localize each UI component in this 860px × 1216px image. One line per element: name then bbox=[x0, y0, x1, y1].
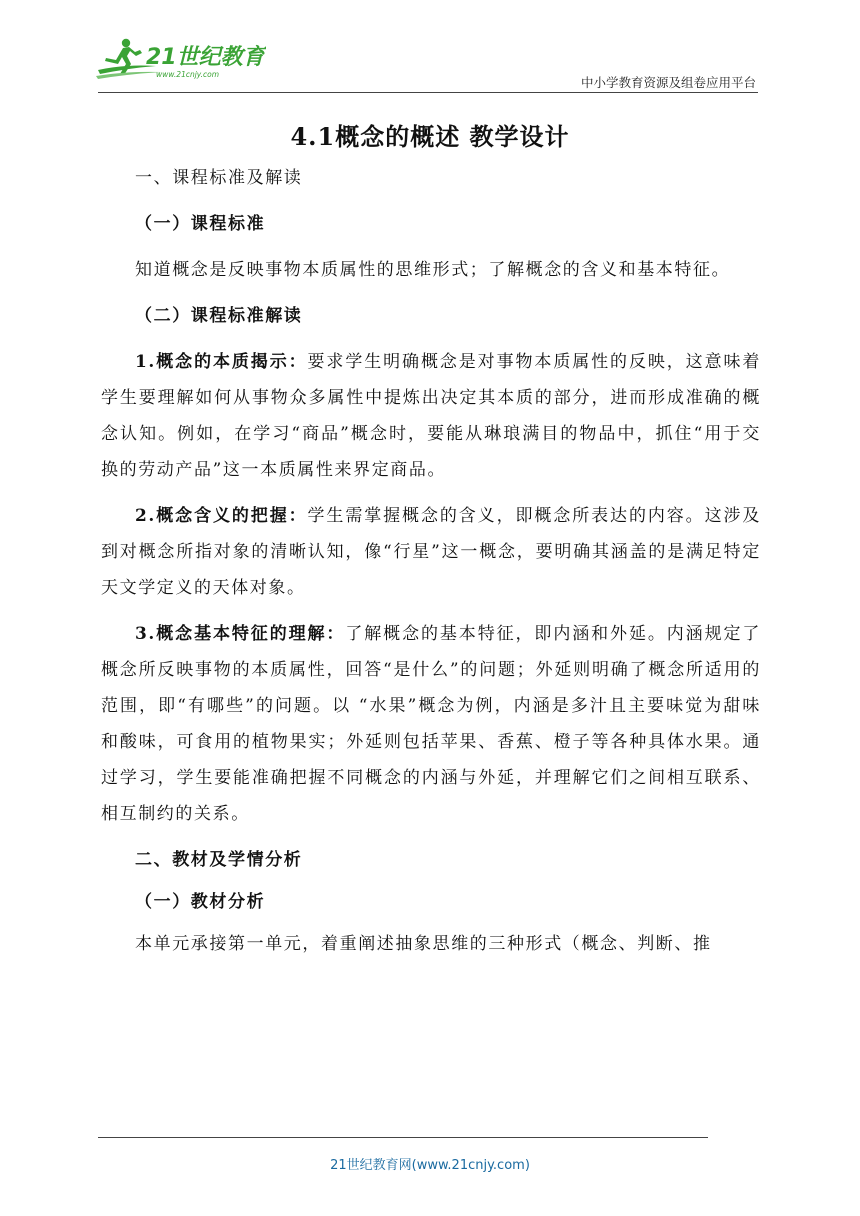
subsection-course-standard: （一）课程标准 bbox=[135, 214, 266, 234]
logo-url: www.21cnjy.com bbox=[156, 70, 220, 79]
site-logo[interactable] bbox=[96, 36, 266, 82]
header-divider bbox=[98, 92, 758, 93]
runner-logo-icon bbox=[96, 36, 266, 82]
subsection-material-analysis: （一）教材分析 bbox=[135, 892, 266, 912]
document-body bbox=[101, 160, 761, 962]
point-1-paragraph bbox=[101, 344, 761, 488]
point-1-text: 要求学生明确概念是对事物本质属性的反映，这意味着学生要理解如何从事物众多属性中提炼出决定其本质的部分，进而形成准确的概念认知。例如，在学习“商品”概念时，要能从琳琅满目的物品中，抓住“用于交换的劳动产品”这一本质属性来界定商品。 bbox=[101, 352, 761, 480]
point-1-lead: 1.概念的本质揭示： bbox=[135, 352, 308, 372]
point-3-text: 了解概念的基本特征，即内涵和外延。内涵规定了概念所反映事物的本质属性，回答“是什么”的问题；外延则明确了概念所适用的范围，即“有哪些”的问题。以 “水果”概念为例，内涵是多汁且主要味觉为甜味和酸味，可食用的植物果实；外延则包括苹果、香蕉、橙子等各种具体水果。通过学习，学生要能准确把握不同概念的内涵与外延，并理解它们之间相互联系、相互制约的关系。 bbox=[101, 624, 762, 824]
footer-divider bbox=[98, 1137, 708, 1138]
point-2-paragraph bbox=[101, 498, 761, 606]
point-3-lead: 3.概念基本特征的理解： bbox=[135, 624, 346, 644]
page-header bbox=[0, 0, 860, 100]
subsection-standard-interpretation: （二）课程标准解读 bbox=[135, 306, 303, 326]
standard-paragraph: 知道概念是反映事物本质属性的思维形式；了解概念的含义和基本特征。 bbox=[135, 260, 731, 280]
section2-heading: 二、教材及学情分析 bbox=[135, 850, 303, 870]
point-2-text: 学生需掌握概念的含义，即概念所表达的内容。这涉及到对概念所指对象的清晰认知，像“行星”这一概念，要明确其涵盖的是满足特定天文学定义的天体对象。 bbox=[101, 506, 761, 598]
footer-link[interactable]: 21世纪教育网(www.21cnjy.com) bbox=[330, 1158, 530, 1173]
logo-wordmark: 21世纪教育 bbox=[146, 45, 265, 70]
point-2-lead: 2.概念含义的把握： bbox=[135, 506, 308, 526]
document-title: 4.1概念的概述 教学设计 bbox=[290, 122, 570, 151]
platform-name: 中小学教育资源及组卷应用平台 bbox=[580, 75, 756, 90]
section1-heading: 一、课程标准及解读 bbox=[135, 168, 303, 188]
material-paragraph: 本单元承接第一单元，着重阐述抽象思维的三种形式（概念、判断、推 bbox=[135, 934, 712, 954]
point-3-paragraph bbox=[101, 616, 761, 832]
